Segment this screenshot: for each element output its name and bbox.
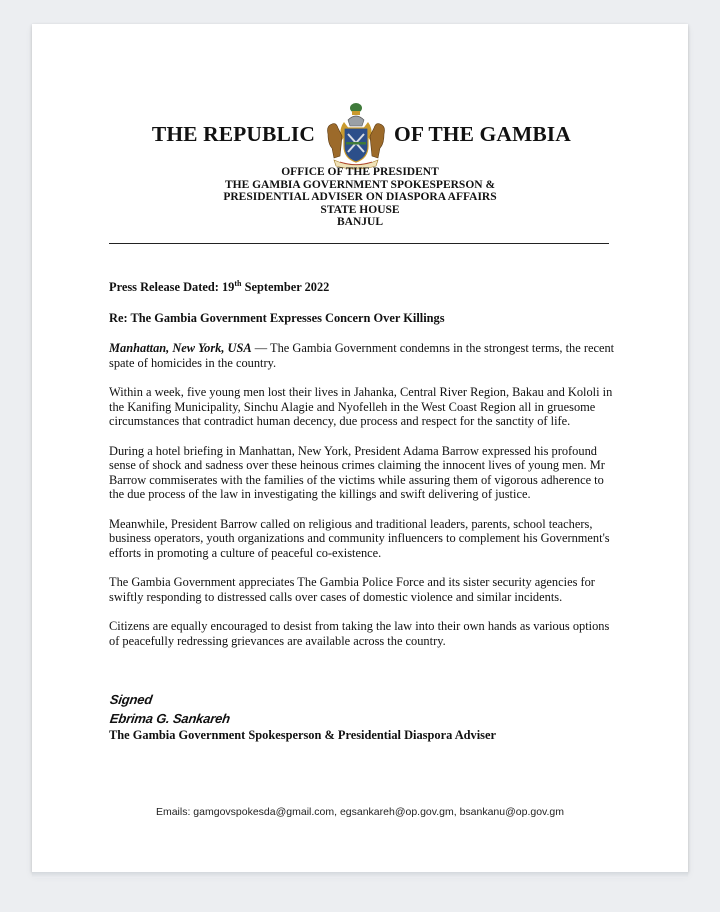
- paragraph-1: [109, 341, 619, 370]
- gambia-coat-of-arms-icon: [322, 100, 390, 170]
- paragraph-1-text: — The Gambia Government condemns in the strongest terms, the recent spate of homicides in the country.: [109, 341, 615, 370]
- release-body: [109, 280, 619, 663]
- header-divider: [109, 243, 609, 244]
- paragraph-4: Meanwhile, President Barrow called on religious and traditional leaders, parents, school teachers, business operators, youth organizations and community influencers to complement his Government's efforts in promoting a culture of peaceful co-existence.: [109, 516, 610, 560]
- dateline: Manhattan, New York, USA: [109, 341, 252, 355]
- signed-label: Signed: [109, 692, 154, 707]
- release-date: [109, 280, 619, 295]
- signature-block: [109, 692, 629, 743]
- office-line: THE GAMBIA GOVERNMENT SPOKESPERSON &: [224, 178, 496, 191]
- letterhead-title-right: OF THE GAMBIA: [394, 122, 571, 146]
- paragraph-2: Within a week, five young men lost their lives in Jahanka, Central River Region, Bakau and Kololi in the Kanifing Municipality, Sinchu Alagie and Nyofelleh in the West Coast Region all in gruesome circumstances that contradict human decency, due process and respect for the sanctity of life.: [109, 385, 613, 428]
- office-line: STATE HOUSE: [320, 203, 400, 216]
- release-date-suffix: September 2022: [241, 280, 330, 294]
- office-line: PRESIDENTIAL ADVISER ON DIASPORA AFFAIRS: [223, 191, 497, 204]
- release-date-sup: th: [234, 278, 242, 288]
- letterhead-title-left: THE REPUBLIC: [151, 122, 315, 146]
- office-line: OFFICE OF THE PRESIDENT: [281, 166, 439, 178]
- paragraph-3: During a hotel briefing in Manhattan, New York, President Adama Barrow expressed his profound sense of shock and sadness over these heinous crimes claiming the innocent lives of young men. Mr Barrow commiserates with the families of the victims while assuring them of vigorous adherence to the due process of the law in investigating the killings and swift delivering of justice.: [109, 443, 605, 501]
- release-subject: Re: The Gambia Government Expresses Concern Over Killings: [109, 310, 445, 325]
- contact-emails: Emails: gamgovspokesda@gmail.com, egsankareh@op.gov.gm, bsankanu@op.gov.gm: [155, 806, 565, 818]
- office-address: [32, 166, 688, 229]
- paragraph-5: The Gambia Government appreciates The Gambia Police Force and its sister security agencies for swiftly responding to distressed calls over cases of domestic violence and similar incidents.: [109, 575, 595, 604]
- press-release-page: [32, 24, 688, 872]
- page-shadow: [32, 872, 688, 878]
- office-line: BANJUL: [336, 216, 383, 229]
- letterhead: [32, 100, 688, 170]
- paragraph-6: Citizens are equally encouraged to desist from taking the law into their own hands as various options of peacefully redressing grievances are available across the country.: [109, 619, 610, 648]
- release-date-prefix: Press Release Dated: 19: [109, 280, 235, 294]
- signatory-name: Ebrima G. Sankareh: [109, 711, 232, 726]
- signatory-title: The Gambia Government Spokesperson & Presidential Diaspora Adviser: [109, 728, 496, 742]
